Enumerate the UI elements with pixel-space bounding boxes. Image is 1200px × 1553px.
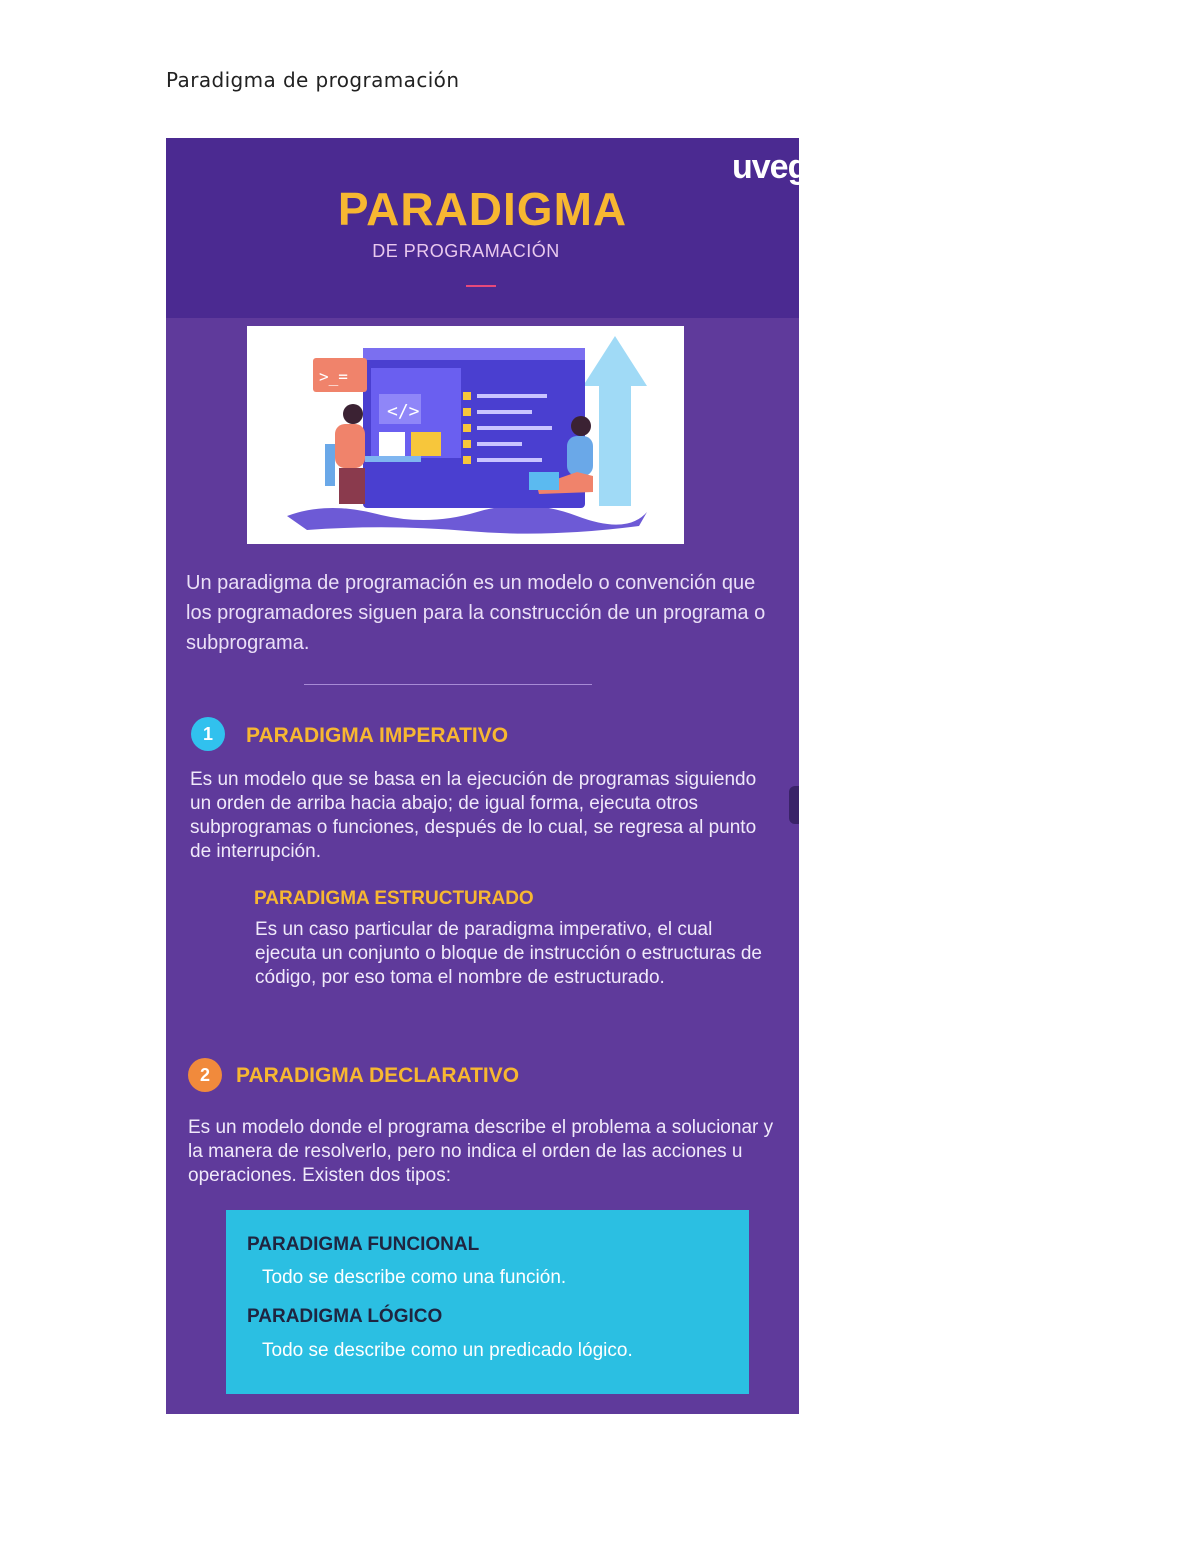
infographic-title: PARADIGMA	[337, 183, 628, 235]
programmers-illustration-icon	[247, 326, 684, 544]
svg-text:</>: </>	[387, 401, 420, 422]
type-title-funcional: PARADIGMA FUNCIONAL	[247, 1234, 480, 1255]
side-scroll-tab[interactable]	[789, 786, 799, 824]
type-desc-logico: Todo se describe como un predicado lógico.	[262, 1340, 633, 1361]
section-text-imperativo: Es un modelo que se basa en la ejecución de programas siguiendo un orden de arriba hacia abajo; de igual forma, ejecuta otros subprogramas o funciones, después de lo cual, se regresa al punto de interrupción.	[190, 769, 757, 862]
section-heading-declarativo: PARADIGMA DECLARATIVO	[236, 1064, 520, 1087]
title-accent-line	[466, 285, 496, 287]
subsection-text-estructurado: Es un caso particular de paradigma imperativo, el cual ejecuta un conjunto o bloque de instrucción o estructuras de código, por eso toma el nombre de estructurado.	[255, 919, 762, 988]
svg-text:>_=: >_=	[319, 367, 348, 386]
subsection-heading-estructurado: PARADIGMA ESTRUCTURADO	[254, 888, 534, 909]
infographic-subtitle: DE PROGRAMACIÓN	[372, 241, 560, 261]
type-title-logico: PARADIGMA LÓGICO	[247, 1306, 443, 1327]
divider	[304, 684, 592, 685]
section-heading-imperativo: PARADIGMA IMPERATIVO	[246, 724, 509, 747]
intro-paragraph: Un paradigma de programación es un modelo o convención que los programadores siguen para la construcción de un programa o subprograma.	[186, 572, 766, 654]
number-badge-2: 2	[188, 1058, 222, 1092]
declarative-types-box	[226, 1210, 749, 1394]
programming-illustration	[247, 326, 684, 544]
type-desc-funcional: Todo se describe como una función.	[262, 1267, 567, 1288]
number-badge-1: 1	[191, 717, 225, 751]
uveg-logo: uveg	[732, 148, 808, 186]
infographic	[166, 138, 808, 1414]
document-title: Paradigma de programación	[166, 68, 460, 92]
section-text-declarativo: Es un modelo donde el programa describe el problema a solucionar y la manera de resolverlo, pero no indica el orden de las acciones u operaciones. Existen dos tipos:	[188, 1117, 774, 1186]
